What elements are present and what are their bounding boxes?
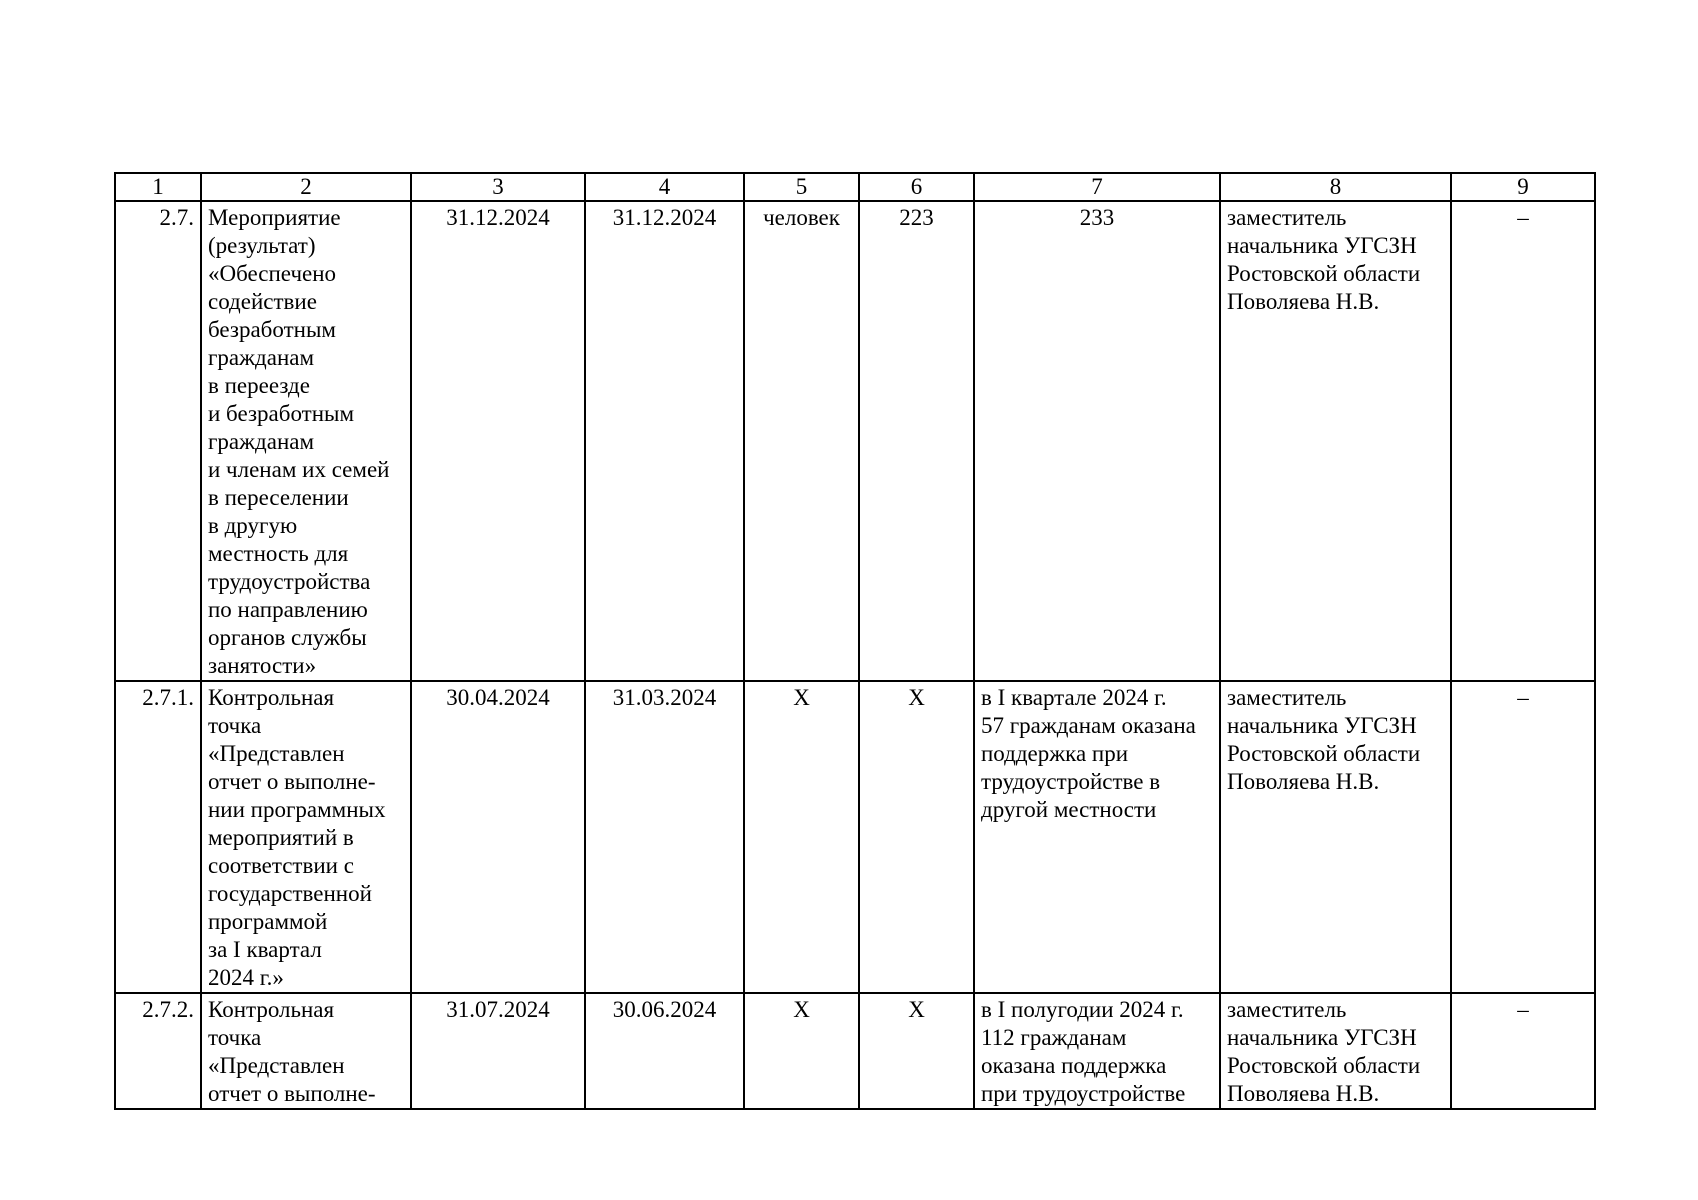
item-name-cell-line: точка (208, 713, 262, 738)
responsible-cell-line: Поволяева Н.В. (1227, 289, 1380, 314)
column-number-cell: 7 (974, 173, 1220, 201)
item-name-cell-line: «Обеспечено (208, 261, 337, 286)
actual-date-cell: 31.03.2024 (585, 681, 744, 993)
column-number-cell: 4 (585, 173, 744, 201)
item-name-cell-line: и безработным (208, 401, 355, 426)
item-number-cell: 2.7.2. (115, 993, 201, 1109)
item-name-cell-line: содействие (208, 289, 317, 314)
item-name-cell-line: по направлению (208, 597, 368, 622)
note-cell: – (1451, 681, 1595, 993)
responsible-cell (1220, 681, 1451, 993)
responsible-cell-line: заместитель (1227, 685, 1347, 710)
column-number-cell: 6 (859, 173, 974, 201)
responsible-cell-line: начальника УГСЗН (1227, 1025, 1417, 1050)
item-name-cell-line: «Представлен (208, 1053, 345, 1078)
responsible-cell-line: начальника УГСЗН (1227, 233, 1417, 258)
item-name-cell-line: государственной (208, 881, 372, 906)
result-cell-line: 233 (1079, 205, 1115, 230)
column-number-cell: 1 (115, 173, 201, 201)
item-name-cell-line: органов службы (208, 625, 367, 650)
item-name-cell-line: и членам их семей (208, 457, 390, 482)
item-name-cell-line: точка (208, 1025, 262, 1050)
column-number-cell: 9 (1451, 173, 1595, 201)
item-name-cell-line: Контрольная (208, 685, 335, 710)
planned-value-cell: Х (859, 681, 974, 993)
note-cell: – (1451, 201, 1595, 681)
responsible-cell-line: Ростовской области (1227, 261, 1421, 286)
responsible-cell-line: заместитель (1227, 205, 1347, 230)
responsible-cell (1220, 993, 1451, 1109)
column-number-cell: 2 (201, 173, 411, 201)
item-name-cell-line: мероприятий в (208, 825, 354, 850)
report-table (114, 172, 1596, 1110)
item-name-cell-line: трудоустройства (208, 569, 371, 594)
table-body (115, 173, 1595, 1109)
responsible-cell-line: заместитель (1227, 997, 1347, 1022)
responsible-cell-line: Ростовской области (1227, 741, 1421, 766)
unit-cell: Х (744, 681, 859, 993)
item-name-cell-line: нии программных (208, 797, 386, 822)
planned-date-cell: 31.12.2024 (411, 201, 585, 681)
column-number-cell: 8 (1220, 173, 1451, 201)
item-name-cell-line: в другую (208, 513, 298, 538)
item-name-cell-line: отчет о выполне- (208, 769, 376, 794)
item-name-cell-line: в переселении (208, 485, 349, 510)
result-cell-line: оказана поддержка (981, 1053, 1167, 1078)
responsible-cell-line: Поволяева Н.В. (1227, 769, 1380, 794)
actual-date-cell: 30.06.2024 (585, 993, 744, 1109)
planned-value-cell: Х (859, 993, 974, 1109)
item-name-cell (201, 993, 411, 1109)
item-number-cell: 2.7.1. (115, 681, 201, 993)
item-name-cell-line: гражданам (208, 429, 315, 454)
result-cell-line: в I квартале 2024 г. (981, 685, 1167, 710)
item-name-cell-line: гражданам (208, 345, 315, 370)
result-cell-line: в I полугодии 2024 г. (981, 997, 1184, 1022)
note-cell: – (1451, 993, 1595, 1109)
item-name-cell-line: за I квартал (208, 937, 322, 962)
item-name-cell-line: местность для (208, 541, 349, 566)
responsible-cell-line: Поволяева Н.В. (1227, 1081, 1380, 1106)
item-name-cell-line: Мероприятие (208, 205, 341, 230)
item-name-cell (201, 681, 411, 993)
planned-date-cell: 31.07.2024 (411, 993, 585, 1109)
actual-date-cell: 31.12.2024 (585, 201, 744, 681)
result-cell-line: 112 гражданам (981, 1025, 1127, 1050)
unit-cell: человек (744, 201, 859, 681)
item-name-cell (201, 201, 411, 681)
item-name-cell-line: безработным (208, 317, 336, 342)
result-cell (974, 201, 1220, 681)
column-number-cell: 3 (411, 173, 585, 201)
result-cell (974, 993, 1220, 1109)
result-cell-line: другой местности (981, 797, 1157, 822)
responsible-cell (1220, 201, 1451, 681)
unit-cell: Х (744, 993, 859, 1109)
item-name-cell-line: «Представлен (208, 741, 345, 766)
item-name-cell-line: (результат) (208, 233, 316, 258)
table-row (115, 993, 1595, 1109)
item-name-cell-line: отчет о выполне- (208, 1081, 376, 1106)
table-row (115, 681, 1595, 993)
table-row (115, 201, 1595, 681)
item-name-cell-line: программой (208, 909, 328, 934)
result-cell-line: трудоустройстве в (981, 769, 1161, 794)
item-number-cell: 2.7. (115, 201, 201, 681)
column-number-cell: 5 (744, 173, 859, 201)
result-cell (974, 681, 1220, 993)
result-cell-line: 57 гражданам оказана (981, 713, 1196, 738)
result-cell-line: поддержка при (981, 741, 1129, 766)
item-name-cell-line: в переезде (208, 373, 310, 398)
responsible-cell-line: Ростовской области (1227, 1053, 1421, 1078)
planned-date-cell: 30.04.2024 (411, 681, 585, 993)
responsible-cell-line: начальника УГСЗН (1227, 713, 1417, 738)
planned-value-cell: 223 (859, 201, 974, 681)
item-name-cell-line: занятости» (208, 653, 317, 678)
result-cell-line: при трудоустройстве (981, 1081, 1186, 1106)
column-number-row (115, 173, 1595, 201)
item-name-cell-line: 2024 г.» (208, 965, 284, 990)
item-name-cell-line: Контрольная (208, 997, 335, 1022)
item-name-cell-line: соответствии с (208, 853, 354, 878)
